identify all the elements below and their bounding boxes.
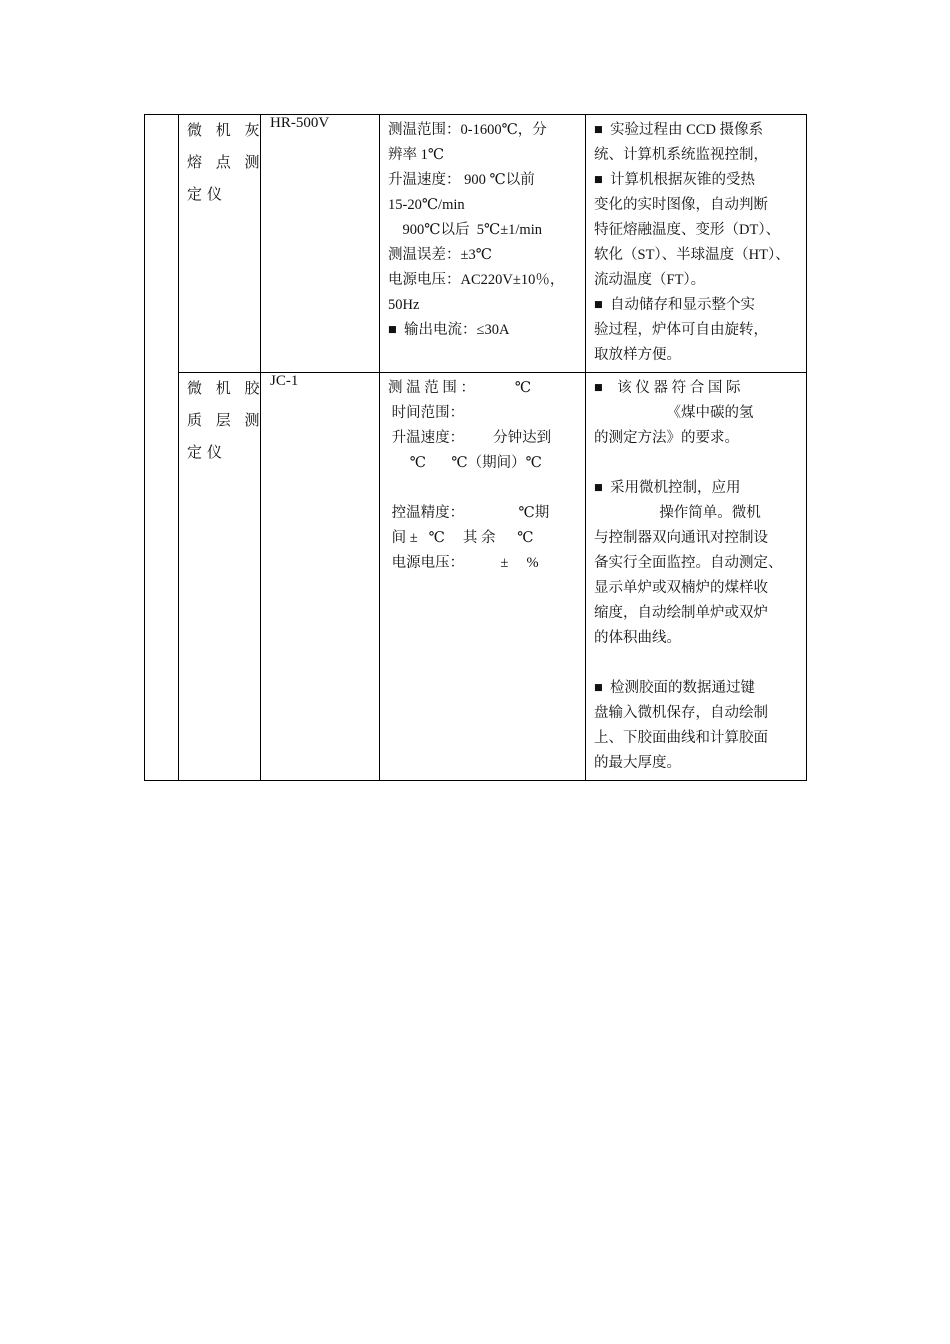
- parameter-line: 控温精度： ℃期: [388, 505, 550, 521]
- name-line: 定仪: [187, 445, 228, 461]
- equipment-spec-table: [144, 114, 807, 781]
- name-line: 微 机 胶: [187, 381, 265, 397]
- feature-line: ■ 自动储存和显示整个实: [594, 297, 756, 313]
- blank-line: [594, 651, 798, 676]
- feature-line: 与控制器双向通讯对控制设: [594, 530, 768, 546]
- feature-line: ■ 实验过程由 CCD 摄像系: [594, 122, 764, 138]
- model-number: JC-1: [270, 373, 299, 389]
- parameter-line: 测 温 范 围 ： ℃: [388, 380, 532, 396]
- parameter-line: 15-20℃/min: [388, 197, 465, 213]
- feature-line: 统、计算机系统监视控制，: [594, 147, 768, 163]
- feature-line: 流动温度（FT）。: [594, 272, 706, 288]
- feature-line: 的体积曲线。: [594, 630, 681, 646]
- feature-line: 软化（ST）、半球温度（HT）、: [594, 247, 790, 263]
- parameter-line: 测温范围：0-1600℃，分: [388, 122, 547, 138]
- features-cell: [586, 373, 807, 781]
- feature-line: 取放样方便。: [594, 347, 681, 363]
- instrument-name-cell: [179, 373, 265, 781]
- parameter-line: 测温误差：±3℃: [388, 247, 492, 263]
- feature-line: 缩度，自动绘制单炉或双炉: [594, 605, 768, 621]
- parameter-line: 电源电压： ± %: [388, 555, 539, 571]
- feature-line: ■ 计算机根据灰锥的受热: [594, 172, 756, 188]
- instrument-name-cell: [179, 115, 265, 373]
- parameter-line: 间 ± ℃ 其 余 ℃: [388, 530, 534, 546]
- features-text: [586, 373, 806, 780]
- name-line: 质 层 测: [187, 413, 265, 429]
- parameter-line: 辨率 1℃: [388, 147, 445, 163]
- features-text: [586, 115, 806, 372]
- parameter-line: 时间范围：: [388, 405, 465, 421]
- feature-line: 特征熔融温度、变形（DT）、: [594, 222, 781, 238]
- instrument-name: [179, 373, 265, 469]
- feature-line: 上、下胶面曲线和计算胶面: [594, 730, 768, 746]
- parameters-text: [380, 373, 585, 580]
- instrument-name: [179, 115, 265, 211]
- parameter-line: 升温速度： 900 ℃以前: [388, 172, 535, 188]
- model-cell: [261, 115, 380, 373]
- blank-line: [594, 451, 798, 476]
- model-number: HR-500V: [270, 115, 330, 131]
- blank-line: [388, 476, 577, 501]
- feature-line: 变化的实时图像，自动判断: [594, 197, 768, 213]
- name-line: 定仪: [187, 187, 228, 203]
- name-line: 熔 点 测: [187, 155, 265, 171]
- parameter-line: ■ 输出电流：≤30A: [388, 322, 510, 338]
- feature-line: 验过程，炉体可自由旋转，: [594, 322, 768, 338]
- parameter-line: 电源电压：AC220V±10％，: [388, 272, 565, 288]
- features-cell: [586, 115, 807, 373]
- name-line: 微 机 灰: [187, 123, 265, 139]
- feature-line: ■ 该 仪 器 符 合 国 际: [594, 380, 741, 396]
- parameter-line: ℃ ℃（期间）℃: [388, 455, 542, 471]
- feature-line: 的最大厚度。: [594, 755, 681, 771]
- model-cell: [261, 373, 380, 781]
- parameters-text: [380, 115, 585, 347]
- table-row: [145, 115, 807, 373]
- feature-line: ■ 采用微机控制，应用: [594, 480, 741, 496]
- parameters-cell: [380, 373, 586, 781]
- feature-line: 操作简单。微机: [594, 505, 761, 521]
- parameter-line: 升温速度： 分钟达到: [388, 430, 552, 446]
- feature-line: 《煤中碳的氢: [594, 405, 754, 421]
- feature-line: 显示单炉或双楠炉的煤样收: [594, 580, 768, 596]
- parameter-line: 50Hz: [388, 297, 420, 313]
- feature-line: 备实行全面监控。自动测定、: [594, 555, 783, 571]
- feature-line: 的测定方法》的要求。: [594, 430, 739, 446]
- parameters-cell: [380, 115, 586, 373]
- index-cell: [145, 115, 179, 781]
- feature-line: ■ 检测胶面的数据通过键: [594, 680, 756, 696]
- feature-line: 盘输入微机保存，自动绘制: [594, 705, 768, 721]
- table-row: [145, 373, 807, 781]
- parameter-line: 900℃以后 5℃±1/min: [388, 222, 542, 238]
